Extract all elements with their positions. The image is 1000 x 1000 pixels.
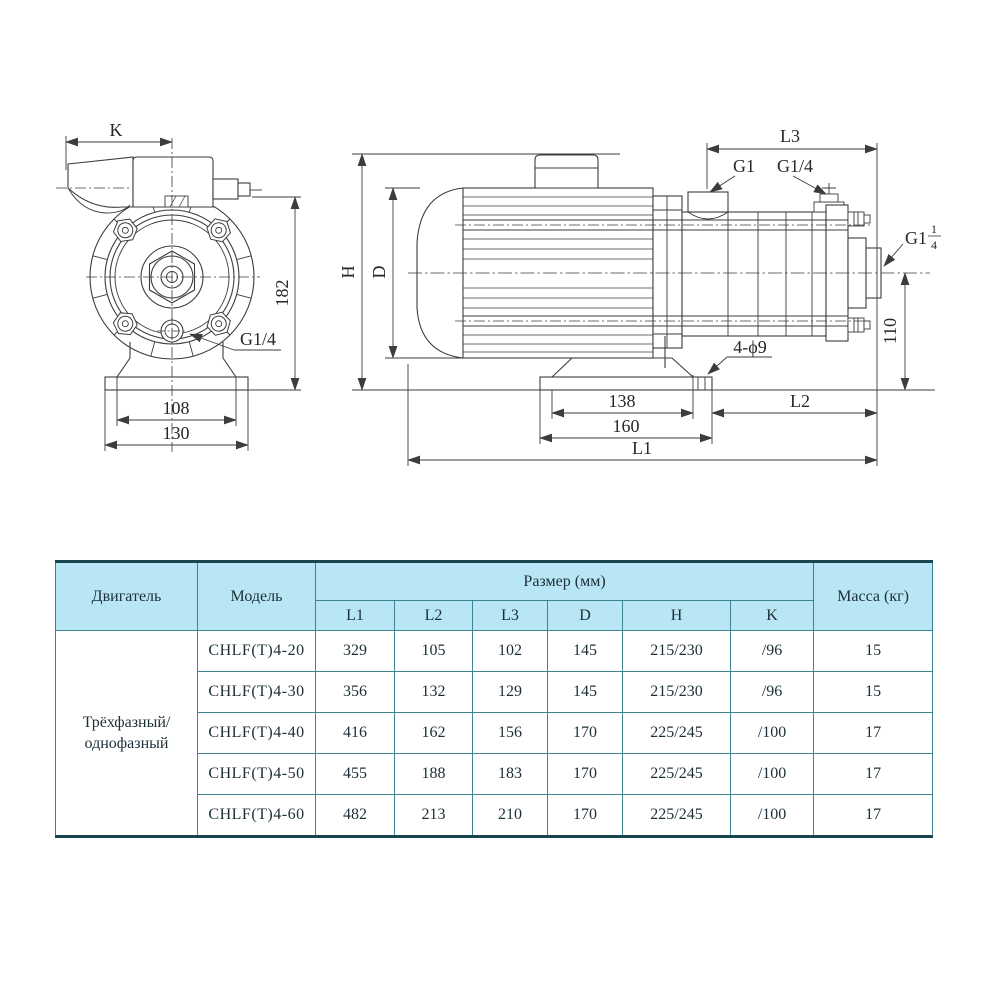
- d-cell: 145: [548, 672, 623, 713]
- dimensions-table: [55, 560, 933, 838]
- engine-type-cell: [56, 631, 198, 837]
- terminal-box-side: [535, 155, 598, 188]
- h-cell: 225/245: [623, 713, 731, 754]
- outlet-label-g1: G1: [905, 228, 927, 248]
- dim-label-138: 138: [608, 391, 636, 411]
- holes-label: 4-ϕ9: [733, 337, 767, 357]
- d-cell: 170: [548, 795, 623, 837]
- l2-cell: 162: [395, 713, 473, 754]
- k-cell: /96: [731, 672, 814, 713]
- base-plate-front: [105, 377, 248, 390]
- dim-label-d: D: [369, 265, 389, 279]
- dim-label-182: 182: [272, 279, 292, 307]
- d-cell: 145: [548, 631, 623, 672]
- foot-legs: [117, 342, 236, 377]
- dim-label-l1: L1: [632, 438, 652, 458]
- dim-label-k: K: [109, 120, 123, 140]
- suction-port: [688, 192, 728, 212]
- header-engine: Двигатель: [56, 562, 198, 631]
- dim-label-l2: L2: [790, 391, 810, 411]
- pump-barrel: [682, 212, 826, 336]
- l1-cell: 356: [316, 672, 395, 713]
- mass-cell: 17: [814, 754, 933, 795]
- dim-label-l3: L3: [780, 126, 800, 146]
- header-size: Размер (мм): [316, 562, 814, 601]
- l2-cell: 213: [395, 795, 473, 837]
- front-view: [56, 138, 262, 452]
- l3-cell: 129: [473, 672, 548, 713]
- mass-cell: 17: [814, 795, 933, 837]
- cable-stub: [213, 179, 238, 199]
- dim-label-160: 160: [612, 416, 640, 436]
- inlet-label-g1: G1: [733, 156, 755, 176]
- l1-cell: 329: [316, 631, 395, 672]
- header-h: H: [623, 601, 731, 631]
- d-cell: 170: [548, 713, 623, 754]
- l3-cell: 183: [473, 754, 548, 795]
- model-cell: CHLF(T)4-50: [198, 754, 316, 795]
- k-cell: /96: [731, 631, 814, 672]
- engine-type-line1: Трёхфазный/: [82, 714, 171, 731]
- header-l3: L3: [473, 601, 548, 631]
- mass-cell: 17: [814, 713, 933, 754]
- header-l2: L2: [395, 601, 473, 631]
- l3-cell: 210: [473, 795, 548, 837]
- lantern-bracket: [653, 196, 682, 348]
- l2-cell: 132: [395, 672, 473, 713]
- dim-label-110: 110: [880, 317, 900, 345]
- model-cell: CHLF(T)4-60: [198, 795, 316, 837]
- drain-label-g14: G1/4: [240, 329, 276, 349]
- h-cell: 225/245: [623, 754, 731, 795]
- discharge-spout: [68, 157, 133, 207]
- header-model: Модель: [198, 562, 316, 631]
- dim-label-130: 130: [162, 423, 190, 443]
- model-cell: CHLF(T)4-20: [198, 631, 316, 672]
- side-view: [352, 155, 935, 390]
- header-d: D: [548, 601, 623, 631]
- l1-cell: 416: [316, 713, 395, 754]
- model-cell: CHLF(T)4-40: [198, 713, 316, 754]
- table-row: [56, 631, 933, 672]
- l3-cell: 156: [473, 713, 548, 754]
- k-cell: /100: [731, 795, 814, 837]
- outlet-label-frac-num: 1: [931, 222, 937, 236]
- header-l1: L1: [316, 601, 395, 631]
- header-mass: Масса (кг): [814, 562, 933, 631]
- mass-cell: 15: [814, 672, 933, 713]
- outlet-label-frac-den: 4: [931, 238, 937, 252]
- engine-type-line2: однофазный: [84, 735, 169, 752]
- dim-label-h: H: [338, 265, 358, 279]
- h-cell: 215/230: [623, 631, 731, 672]
- vent-label-g14: G1/4: [777, 156, 813, 176]
- h-cell: 215/230: [623, 672, 731, 713]
- header-k: K: [731, 601, 814, 631]
- l3-cell: 102: [473, 631, 548, 672]
- l2-cell: 188: [395, 754, 473, 795]
- mass-cell: 15: [814, 631, 933, 672]
- l1-cell: 482: [316, 795, 395, 837]
- k-cell: /100: [731, 754, 814, 795]
- model-cell: CHLF(T)4-30: [198, 672, 316, 713]
- k-cell: /100: [731, 713, 814, 754]
- dim-label-108: 108: [162, 398, 190, 418]
- d-cell: 170: [548, 754, 623, 795]
- l2-cell: 105: [395, 631, 473, 672]
- l1-cell: 455: [316, 754, 395, 795]
- h-cell: 225/245: [623, 795, 731, 837]
